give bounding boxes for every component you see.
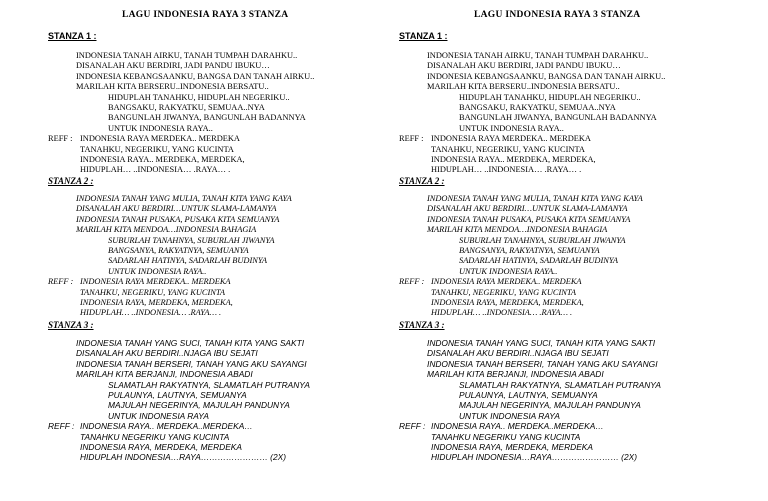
lyric-line: INDONESIA RAYA.. MERDEKA, MERDEKA, <box>80 154 245 164</box>
stanza-2-heading: STANZA 2 : <box>48 176 94 186</box>
lyric-line: DISANALAH AKU BERDIRI…UNTUK SLAMA-LAMANYA <box>76 204 277 214</box>
lyric-line: INDONESIA RAYA.. MERDEKA..MERDEKA… <box>80 421 253 432</box>
lyric-line: INDONESIA RAYA, MERDEKA, MERDEKA <box>80 441 242 452</box>
lyric-line: HIDUPLAH TANAHKU, HIDUPLAH NEGERIKU.. <box>108 92 290 102</box>
lyric-line: BANGUNLAH JIWANYA, BANGUNLAH BADANNYA <box>459 113 657 123</box>
lyric-line: BANGSANYA, RAKYATNYA, SEMUANYA <box>459 245 600 255</box>
lyric-line: INDONESIA TANAH YANG SUCI, TANAH KITA YANG SAKTI <box>427 338 656 348</box>
lyric-line: INDONESIA TANAH YANG MULIA, TANAH KITA YANG KAYA <box>76 194 292 203</box>
lyric-line: INDONESIA TANAH BERSERI, TANAH YANG AKU SAYANGI <box>76 358 307 369</box>
lyric-line: HIDUPLAH… ..INDONESIA… .RAYA… . <box>431 165 582 175</box>
lyric-line: INDONESIA TANAH YANG MULIA, TANAH KITA YANG KAYA <box>427 194 643 203</box>
lyric-line: DISANALAH AKU BERDIRI, JADI PANDU IBUKU… <box>76 61 270 71</box>
lyric-line: HIDUPLAH… ..INDONESIA… .RAYA… . <box>80 308 222 318</box>
lyric-line: TANAHKU, NEGERIKU, YANG KUCINTA <box>431 287 576 297</box>
lyric-line: INDONESIA RAYA.. MERDEKA, MERDEKA, <box>431 154 596 164</box>
reff-label: REFF : <box>399 134 424 144</box>
lyric-line: INDONESIA TANAH AIRKU, TANAH TUMPAH DARAHKU.. <box>427 51 649 60</box>
lyric-line: INDONESIA RAYA MERDEKA.. MERDEKA <box>80 134 240 144</box>
lyric-line: PULAUNYA, LAUTNYA, SEMUANYA <box>459 389 598 400</box>
lyric-line: INDONESIA KEBANGSAANKU, BANGSA DAN TANAH AIRKU.. <box>76 71 315 81</box>
lyric-line: UNTUK INDONESIA RAYA.. <box>459 266 558 276</box>
lyric-line: SADARLAH HATINYA, SADARLAH BUDINYA <box>108 256 268 266</box>
stanza-3-heading: STANZA 3 : <box>399 320 445 330</box>
right-page <box>384 0 768 501</box>
lyric-line: MAJULAH NEGERINYA, MAJULAH PANDUNYA <box>108 400 290 411</box>
stanza-2-heading: STANZA 2 : <box>399 176 445 186</box>
lyric-line: MARILAH KITA BERJANJI, INDONESIA ABADI <box>427 369 604 380</box>
lyric-line: INDONESIA KEBANGSAANKU, BANGSA DAN TANAH AIRKU.. <box>427 71 666 81</box>
lyric-line: TANAHKU, NEGERIKU, YANG KUCINTA <box>80 144 234 154</box>
lyric-line: TANAHKU NEGERIKU YANG KUCINTA <box>80 431 230 442</box>
lyric-line: INDONESIA TANAH PUSAKA, PUSAKA KITA SEMUANYA <box>427 214 631 224</box>
lyric-line: UNTUK INDONESIA RAYA <box>459 410 560 421</box>
lyric-line: INDONESIA TANAH YANG SUCI, TANAH KITA YANG SAKTI <box>76 338 305 348</box>
lyric-line: SUBURLAH TANAHNYA, SUBURLAH JIWANYA <box>108 235 275 245</box>
lyric-line: SADARLAH HATINYA, SADARLAH BUDINYA <box>459 256 619 266</box>
lyric-line: INDONESIA RAYA, MERDEKA, MERDEKA, <box>431 297 584 307</box>
lyric-line: TANAHKU, NEGERIKU, YANG KUCINTA <box>431 144 585 154</box>
lyric-line: SLAMATLAH RAKYATNYA, SLAMATLAH PUTRANYA <box>108 379 310 390</box>
stanza-3-heading: STANZA 3 : <box>48 320 94 330</box>
lyric-line: UNTUK INDONESIA RAYA <box>108 410 209 421</box>
lyric-line: PULAUNYA, LAUTNYA, SEMUANYA <box>108 389 247 400</box>
lyric-line: MARILAH KITA MENDOA…INDONESIA BAHAGIA <box>76 225 257 235</box>
lyric-line: INDONESIA RAYA MERDEKA.. MERDEKA <box>431 134 591 144</box>
lyric-line: MARILAH KITA BERSERU..INDONESIA BERSATU.. <box>427 82 620 92</box>
lyric-line: TANAHKU, NEGERIKU, YANG KUCINTA <box>80 287 225 297</box>
reff-label: REFF : <box>48 134 73 144</box>
document-title: LAGU INDONESIA RAYA 3 STANZA <box>122 10 289 20</box>
lyric-line: INDONESIA RAYA.. MERDEKA..MERDEKA… <box>431 421 604 432</box>
lyric-line: INDONESIA TANAH AIRKU, TANAH TUMPAH DARAHKU.. <box>76 51 298 60</box>
reff-label: REFF : <box>399 421 426 432</box>
reff-label: REFF : <box>48 421 75 432</box>
lyric-line: SLAMATLAH RAKYATNYA, SLAMATLAH PUTRANYA <box>459 379 661 390</box>
lyric-line: HIDUPLAH… ..INDONESIA… .RAYA… . <box>431 308 573 318</box>
stanza-1-heading: STANZA 1 : <box>48 31 97 41</box>
lyric-line: HIDUPLAH TANAHKU, HIDUPLAH NEGERIKU.. <box>459 92 641 102</box>
lyric-line: MARILAH KITA MENDOA…INDONESIA BAHAGIA <box>427 225 608 235</box>
lyric-line: INDONESIA TANAH BERSERI, TANAH YANG AKU SAYANGI <box>427 358 658 369</box>
lyric-line: BANGUNLAH JIWANYA, BANGUNLAH BADANNYA <box>108 113 306 123</box>
lyric-line: UNTUK INDONESIA RAYA.. <box>108 266 207 276</box>
lyric-line: BANGSAKU, RAKYATKU, SEMUAA..NYA <box>459 102 616 112</box>
lyric-line: MAJULAH NEGERINYA, MAJULAH PANDUNYA <box>459 400 641 411</box>
reff-label: REFF : <box>48 277 74 287</box>
lyric-line: SUBURLAH TANAHNYA, SUBURLAH JIWANYA <box>459 235 626 245</box>
stanza-2 <box>399 194 643 319</box>
lyric-line: INDONESIA RAYA, MERDEKA, MERDEKA <box>431 441 593 452</box>
stanza-2 <box>48 194 292 319</box>
lyric-line: INDONESIA RAYA MERDEKA.. MERDEKA <box>431 277 582 287</box>
stanza-1 <box>399 51 665 176</box>
reff-label: REFF : <box>399 277 425 287</box>
lyric-line: MARILAH KITA BERSERU..INDONESIA BERSATU.. <box>76 82 269 92</box>
lyric-line: MARILAH KITA BERJANJI, INDONESIA ABADI <box>76 369 253 380</box>
lyric-line: DISANALAH AKU BERDIRI, JADI PANDU IBUKU… <box>427 61 621 71</box>
stanza-1 <box>48 51 314 176</box>
lyric-line: TANAHKU NEGERIKU YANG KUCINTA <box>431 431 581 442</box>
lyric-line: HIDUPLAH INDONESIA…RAYA…………………… (2X) <box>80 452 286 463</box>
lyric-line: INDONESIA TANAH PUSAKA, PUSAKA KITA SEMUANYA <box>76 214 280 224</box>
document-title: LAGU INDONESIA RAYA 3 STANZA <box>474 10 641 20</box>
lyric-line: DISANALAH AKU BERDIRI..NJAGA IBU SEJATI <box>427 348 609 359</box>
lyric-line: UNTUK INDONESIA RAYA.. <box>108 123 213 133</box>
lyric-line: INDONESIA RAYA MERDEKA.. MERDEKA <box>80 277 231 287</box>
lyric-line: HIDUPLAH… ..INDONESIA… .RAYA… . <box>80 165 231 175</box>
stanza-3 <box>48 338 310 463</box>
stanza-3 <box>399 338 661 463</box>
lyric-line: DISANALAH AKU BERDIRI..NJAGA IBU SEJATI <box>76 348 258 359</box>
lyric-line: HIDUPLAH INDONESIA…RAYA…………………… (2X) <box>431 452 637 463</box>
lyric-line: INDONESIA RAYA, MERDEKA, MERDEKA, <box>80 297 233 307</box>
lyric-line: DISANALAH AKU BERDIRI…UNTUK SLAMA-LAMANYA <box>427 204 628 214</box>
lyric-line: UNTUK INDONESIA RAYA.. <box>459 123 564 133</box>
lyric-line: BANGSAKU, RAKYATKU, SEMUAA..NYA <box>108 102 265 112</box>
stanza-1-heading: STANZA 1 : <box>399 31 448 41</box>
lyric-line: BANGSANYA, RAKYATNYA, SEMUANYA <box>108 245 249 255</box>
